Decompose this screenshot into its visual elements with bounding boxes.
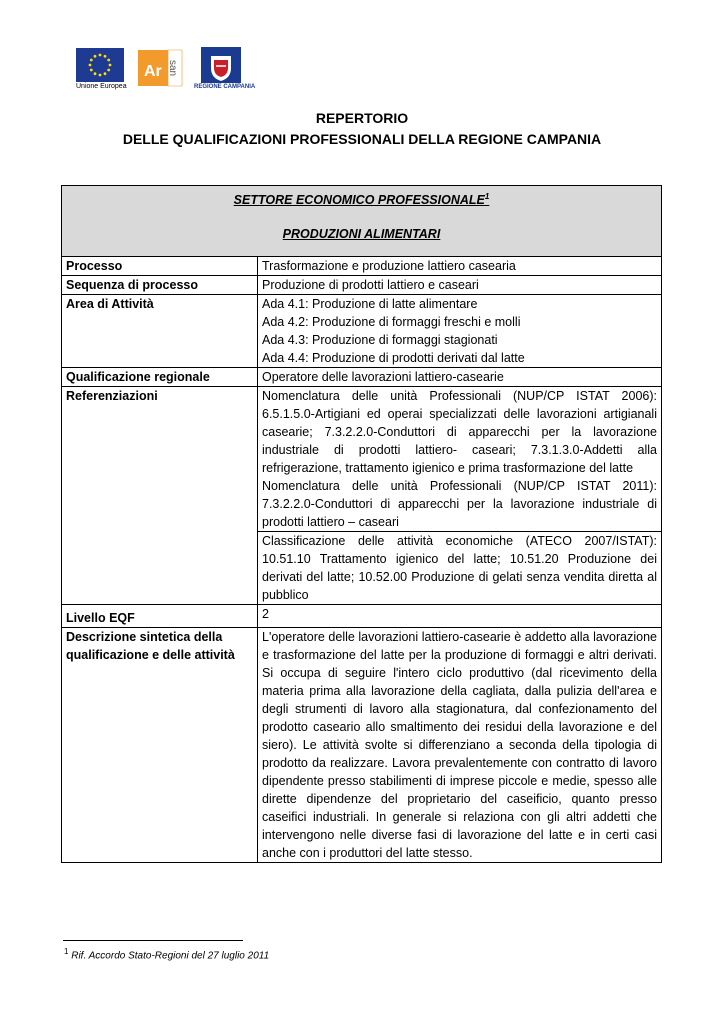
- row-value: [258, 295, 662, 368]
- table-row-referenziazioni: [62, 387, 662, 532]
- ada-item: Ada 4.3: Produzione di formaggi stagionati: [262, 333, 498, 347]
- regione-logo-caption: REGIONE CAMPANIA: [194, 84, 256, 90]
- produzioni-heading: PRODUZIONI ALIMENTARI: [282, 227, 441, 242]
- footnote-text: Rif. Accordo Stato-Regioni del 27 luglio 2011: [71, 950, 270, 962]
- svg-text:Ar: Ar: [144, 63, 162, 80]
- ada-item: Ada 4.4: Produzione di prodotti derivati dal latte: [262, 351, 525, 365]
- row-label: Sequenza di processo: [62, 276, 258, 295]
- footnote-divider: [63, 940, 243, 941]
- row-value: L'operatore delle lavorazioni lattiero-casearie è addetto alla lavorazione e trasformazione del latte per la produzione di formaggi e altri derivati. Si occupa di seguire l'intero ciclo produttivo (dal ricevimento della materia prima alla lavorazione della cagliata, dalla pulizia dell'area e degli strumenti di lavoro alla stagionatura, dal confezionamento del prodotto caseario allo smaltimento dei residui della lavorazione e del siero). Le attività svolte si differenziano a seconda della tipologia di prodotto da realizzare. Lavora prevalentemente con contratto di lavoro dipendente presso stabilimenti di imprese piccole e medie, spesso alle dirette dipendenze del proprietario del caseificio, quanto presso caseifici industriali. In generale si relaziona con gli altri addetti che intervengono nelle diverse fasi di lavorazione del latte e in certi casi anche con i produttori del latte stesso.: [258, 628, 662, 863]
- title-line-2: DELLE QUALIFICAZIONI PROFESSIONALI DELLA REGIONE CAMPANIA: [122, 131, 602, 147]
- table-header-row: [62, 186, 662, 257]
- settore-heading: [66, 188, 657, 209]
- nup-2011-text: Nomenclatura delle unità Professionali (NUP/CP ISTAT 2011): 7.3.2.2.0-Conduttori di apparecchi per la lavorazione industriale di prodotti lattiero – caseari: [262, 479, 657, 529]
- row-value: Operatore delle lavorazioni lattiero-casearie: [258, 368, 662, 387]
- table-row-eqf: [62, 605, 662, 628]
- arsan-logo: [136, 46, 184, 90]
- table-header-cell: [62, 186, 662, 257]
- row-label: Processo: [62, 257, 258, 276]
- table-row-sequenza: [62, 276, 662, 295]
- descrizione-label-line: qualificazione e delle attività: [66, 648, 235, 662]
- table-row-descrizione: [62, 628, 662, 863]
- document-title: [0, 108, 724, 150]
- row-value: 2: [258, 605, 662, 628]
- row-value: Produzione di prodotti lattiero e caseari: [258, 276, 662, 295]
- eu-logo-caption: Unione Europea: [76, 83, 127, 90]
- row-value: Trasformazione e produzione lattiero casearia: [258, 257, 662, 276]
- footnote: [64, 947, 269, 961]
- row-label: Livello EQF: [62, 605, 258, 628]
- svg-text:san: san: [167, 60, 178, 77]
- table-row-qualificazione: [62, 368, 662, 387]
- eu-flag-logo: [76, 48, 124, 82]
- title-line-1: REPERTORIO: [315, 110, 409, 126]
- row-label: [62, 628, 258, 863]
- ada-item: Ada 4.1: Produzione di latte alimentare: [262, 297, 478, 311]
- row-label: Qualificazione regionale: [62, 368, 258, 387]
- footnote-ref[interactable]: 1: [484, 192, 490, 201]
- row-label: Area di Attività: [62, 295, 258, 368]
- ada-item: Ada 4.2: Produzione di formaggi freschi e molli: [262, 315, 521, 329]
- qualification-table: [61, 185, 662, 863]
- row-value: [258, 387, 662, 532]
- footnote-mark: 1: [64, 947, 69, 956]
- ateco-text: Classificazione delle attività economiche (ATECO 2007/ISTAT): 10.51.10 Trattamento igienico del latte; 10.51.20 Produzione dei derivati del latte; 10.52.00 Produzione di gelati senza vendita diretta al pubblico: [258, 532, 662, 605]
- table-row-processo: [62, 257, 662, 276]
- descrizione-label-line: Descrizione sintetica della: [66, 630, 223, 644]
- nup-2006-text: Nomenclatura delle unità Professionali (NUP/CP ISTAT 2006): 6.5.1.5.0-Artigiani ed operai specializzati delle lavorazioni artigianali casearie; 7.3.2.2.0-Conduttori di apparecchi per la lavorazione industriale di prodotti lattiero- caseari; 7.3.1.3.0-Addetti alla refrigerazione, trattamento igienico e prima trasformazione del latte: [262, 389, 657, 475]
- settore-text: SETTORE ECONOMICO PROFESSIONALE: [233, 193, 485, 208]
- table-row-area: [62, 295, 662, 368]
- row-label: Referenziazioni: [62, 387, 258, 605]
